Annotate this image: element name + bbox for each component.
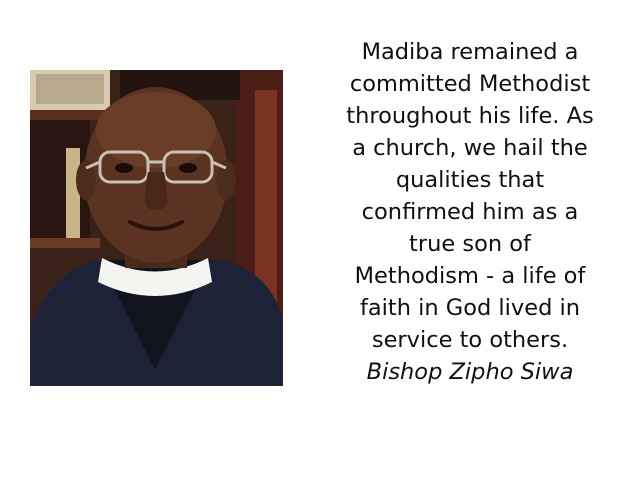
quote-attribution: Bishop Zipho Siwa: [366, 359, 574, 385]
quote-line: throughout his life. As: [346, 103, 594, 129]
quote-line: a church, we hail the: [352, 135, 588, 161]
portrait-photo: [30, 70, 283, 386]
quote-line: qualities that: [395, 167, 545, 193]
quote-line: service to others.: [371, 327, 569, 353]
quote-line: faith in God lived in: [359, 295, 581, 321]
quote-line: confirmed him as a: [361, 199, 579, 225]
quote-block: [330, 36, 610, 388]
quote-line: committed Methodist: [349, 71, 591, 97]
portrait-illustration: [30, 70, 283, 386]
quote-line: true son of: [409, 231, 531, 257]
quote-line: Methodism - a life of: [354, 263, 586, 289]
quote-line: Madiba remained a: [361, 39, 579, 65]
